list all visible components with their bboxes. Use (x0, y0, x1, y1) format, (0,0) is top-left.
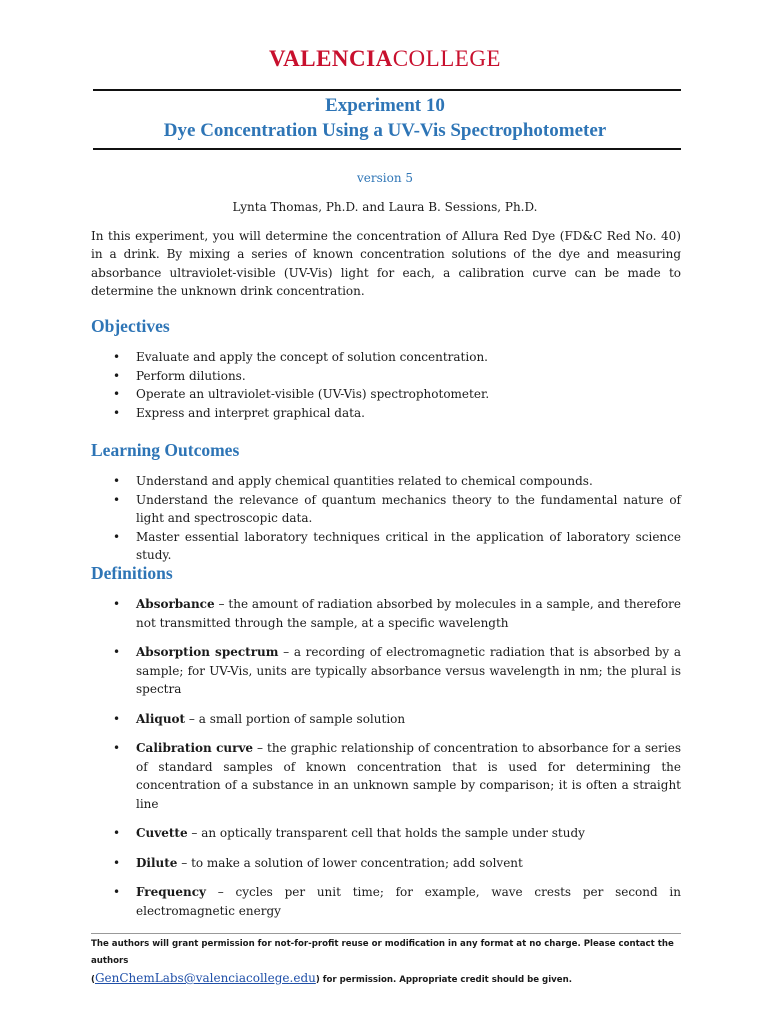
list-item: • Understand the relevance of quantum mechanics theory to the fundamental nature of light and spectroscopic data. (91, 491, 681, 528)
footer-open-paren: ( (91, 975, 95, 985)
list-item: • Operate an ultraviolet-visible (UV-Vis) spectrophotometer. (91, 385, 681, 404)
definition-term: Dilute (136, 855, 178, 870)
definition-item (91, 595, 681, 632)
definition-term: Calibration curve (136, 741, 254, 755)
definitions-heading: Definitions (91, 563, 173, 583)
authors-line: Lynta Thomas, Ph.D. and Laura B. Sessions, Ph.D. (232, 200, 538, 214)
list-item: • Understand and apply chemical quantities related to chemical compounds. (91, 472, 681, 491)
list-item: • Evaluate and apply the concept of solution concentration. (91, 348, 681, 367)
title-top-rule (93, 89, 681, 91)
definition-text: – the graphic relationship of concentration to absorbance for a series of standard samples of known concentration that is used for determining the concentration of a substance in an unknown sample by comparison; it is often a straight line (136, 741, 681, 811)
list-item: • Perform dilutions. (91, 367, 681, 386)
list-item: • Master essential laboratory techniques critical in the application of laboratory science study. (91, 528, 681, 565)
definition-text: – to make a solution of lower concentration; add solvent (177, 855, 523, 870)
definition-text: – cycles per unit time; for example, wave crests per second in electromagnetic energy (136, 885, 681, 918)
definition-term: Aliquot (136, 711, 186, 726)
definition-term: Frequency (136, 885, 207, 899)
definition-item (91, 710, 681, 729)
college-logo (0, 46, 770, 72)
definition-item (91, 643, 681, 699)
footer-line-1: The authors will grant permission for not-for-profit reuse or modification in any format at no charge. Please contact the authors (91, 939, 674, 966)
list-item: • Express and interpret graphical data. (91, 404, 681, 423)
logo-part-1: VALENCIA (269, 46, 393, 71)
definition-term: Absorption spectrum (136, 645, 279, 659)
contact-email-link[interactable]: GenChemLabs@valenciacollege.edu (94, 971, 316, 985)
definition-term: Cuvette (136, 826, 188, 840)
definition-text: – a small portion of sample solution (185, 711, 406, 726)
footer-rule (91, 933, 681, 934)
learning-outcomes-heading: Learning Outcomes (91, 440, 240, 460)
definitions-list (91, 595, 681, 931)
definition-item (91, 824, 681, 843)
objectives-heading: Objectives (91, 316, 170, 336)
experiment-title: Dye Concentration Using a UV-Vis Spectrophotometer (163, 120, 607, 141)
definition-text: – an optically transparent cell that holds the sample under study (187, 826, 585, 840)
definition-item (91, 739, 681, 813)
definition-item (91, 854, 681, 873)
definition-item (91, 883, 681, 920)
title-bottom-rule (93, 148, 681, 150)
objectives-list (91, 348, 681, 422)
learning-outcomes-list (91, 472, 681, 565)
intro-paragraph: In this experiment, you will determine the concentration of Allura Red Dye (FD&C Red No. 40) in a drink. By mixing a series of known concentration solutions of the dye and measuring absorbance ultraviolet-visible (UV-Vis) light for each, a calibration curve can be made to determine the unknown drink concentration. (91, 229, 681, 298)
version-label: version 5 (356, 171, 413, 185)
footer-notice (91, 936, 686, 989)
definition-text: – the amount of radiation absorbed by molecules in a sample, and therefore not transmitted through the sample, at a specific wavelength (136, 597, 681, 630)
footer-line-2-rest: ) for permission. Appropriate credit should be given. (315, 975, 572, 985)
definition-text: – a recording of electromagnetic radiation that is absorbed by a sample; for UV-Vis, units are typically absorbance versus wavelength in nm; the plural is spectra (136, 645, 681, 696)
experiment-number: Experiment 10 (325, 95, 445, 116)
definition-term: Absorbance (136, 597, 215, 611)
footer-line-2 (91, 970, 686, 989)
logo-part-2: COLLEGE (392, 46, 501, 71)
